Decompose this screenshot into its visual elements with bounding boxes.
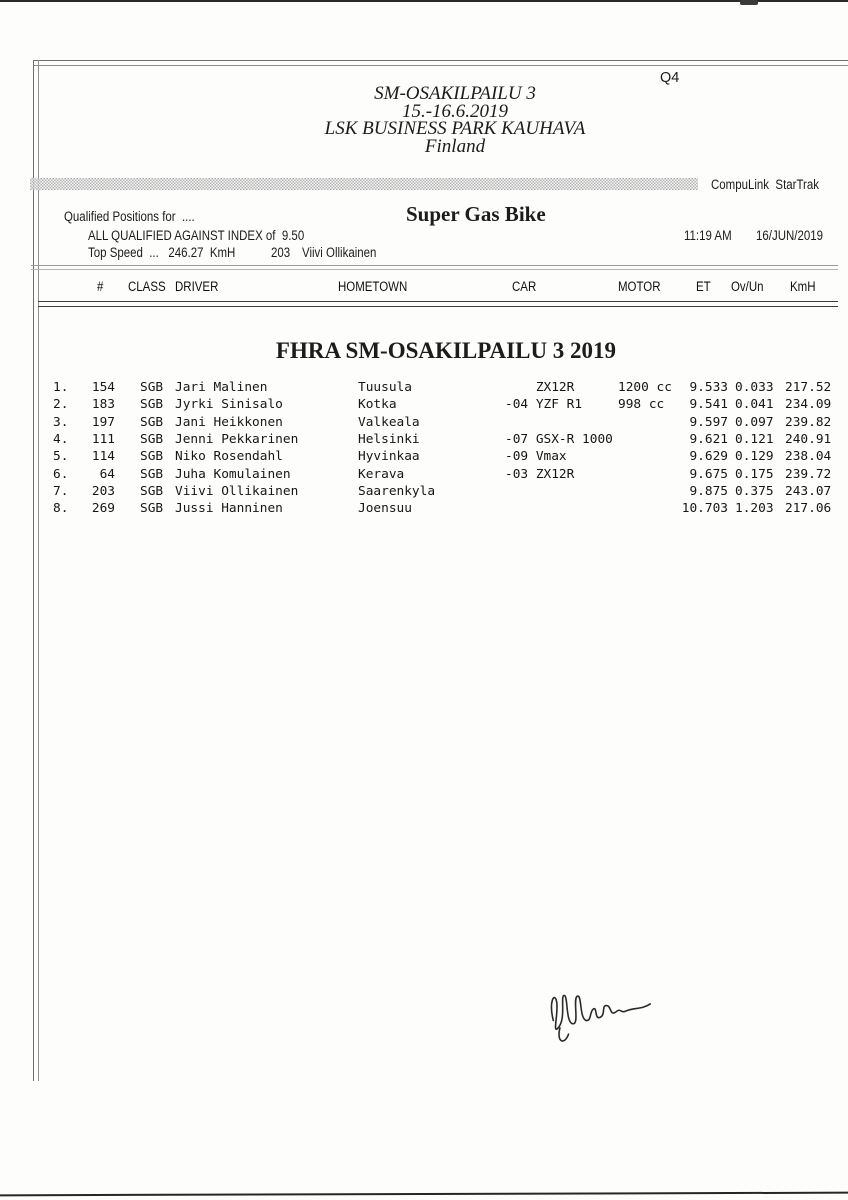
cell-et: 9.541 [689, 397, 728, 413]
result-row [0, 467, 848, 484]
cell-pos: 1. [53, 380, 69, 395]
event-country: Finland [424, 135, 486, 157]
top-speed-driver: Viivi Ollikainen [302, 245, 377, 260]
halftone-separator [30, 178, 698, 190]
cell-cls: SGB [140, 501, 164, 517]
cell-pos: 7. [53, 483, 69, 499]
cell-car: -03 ZX12R [505, 466, 575, 482]
cell-cls: SGB [140, 380, 164, 395]
race-class-title: Super Gas Bike [406, 202, 546, 226]
cell-driver: Jari Malinen [175, 380, 268, 395]
cell-pos: 2. [53, 397, 69, 413]
cell-hometown: Valkeala [358, 414, 420, 430]
cell-et: 9.597 [689, 414, 728, 430]
cell-motor: 998 cc [618, 397, 665, 413]
cell-num: 269 [91, 501, 115, 517]
cell-et: 9.621 [689, 431, 728, 447]
col-header-car: CAR [512, 279, 537, 294]
cell-pos: 6. [53, 466, 69, 482]
handwritten-signature [544, 979, 665, 1051]
cell-num: 111 [91, 431, 115, 447]
cell-pos: 3. [53, 414, 69, 430]
cell-hometown: Saarenkyla [358, 483, 436, 499]
frame-top-rule [33, 60, 848, 66]
result-row [0, 397, 848, 414]
cell-num: 203 [91, 483, 115, 499]
cell-hometown: Kerava [358, 466, 405, 482]
cell-driver: Jani Heikkonen [175, 414, 283, 430]
col-header-et: ET [696, 279, 711, 294]
print-date: 16/JUN/2019 [756, 228, 823, 243]
event-venue: LSK BUSINESS PARK KAUHAVA [324, 118, 586, 139]
cell-driver: Niko Rosendahl [175, 449, 283, 465]
scan-bottom-edge [0, 1192, 848, 1197]
cell-car: -07 GSX-R 1000 [505, 431, 613, 447]
cell-num: 64 [99, 466, 115, 482]
cell-driver: Viivi Ollikainen [175, 483, 299, 499]
col-header-position: # [97, 279, 104, 294]
event-title: SM-OSAKILPAILU 3 [374, 83, 536, 104]
print-time: 11:19 AM [684, 228, 732, 243]
cell-driver: Jussi Hanninen [175, 501, 283, 517]
event-masthead [60, 85, 848, 155]
cell-hometown: Joensuu [358, 501, 412, 517]
col-header-class: CLASS [128, 279, 166, 294]
qualifying-index-line: ALL QUALIFIED AGAINST INDEX of 9.50 [88, 228, 305, 243]
cell-pos: 4. [53, 431, 69, 447]
cell-car: -04 YZF R1 [505, 397, 583, 413]
page-code: Q4 [660, 70, 680, 86]
cell-car: ZX12R [505, 380, 575, 395]
header-bottom-rule [38, 301, 838, 307]
col-header-driver: DRIVER [175, 279, 219, 294]
cell-ovun: 0.033 [735, 380, 774, 395]
cell-ovun: 0.097 [735, 414, 774, 430]
frame-left-rule [33, 60, 39, 1081]
cell-num: 154 [91, 380, 115, 395]
cell-et: 10.703 [681, 501, 728, 517]
cell-ovun: 1.203 [735, 501, 774, 517]
cell-driver: Jyrki Sinisalo [175, 397, 283, 413]
col-header-ovun: Ov/Un [731, 279, 764, 294]
cell-ovun: 0.129 [735, 449, 774, 465]
cell-cls: SGB [140, 431, 164, 447]
cell-cls: SGB [140, 414, 164, 430]
cell-hometown: Helsinki [358, 431, 420, 447]
cell-cls: SGB [140, 466, 164, 482]
result-row [0, 449, 848, 466]
cell-kmh: 234.09 [785, 397, 832, 413]
scan-smudge [740, 0, 758, 5]
scan-top-edge [0, 0, 848, 2]
result-row [0, 432, 848, 449]
col-header-kmh: KmH [790, 279, 816, 294]
results-section-title: FHRA SM-OSAKILPAILU 3 2019 [275, 338, 617, 363]
result-row [0, 484, 848, 501]
cell-ovun: 0.041 [735, 397, 774, 413]
top-speed-bike-number: 203 [271, 245, 291, 260]
cell-num: 114 [91, 449, 115, 465]
cell-kmh: 217.52 [785, 380, 832, 395]
cell-ovun: 0.375 [735, 483, 774, 499]
cell-et: 9.875 [689, 483, 728, 499]
top-speed-label: Top Speed ... 246.27 KmH [88, 245, 236, 260]
cell-motor: 1200 cc [618, 380, 672, 395]
cell-ovun: 0.175 [735, 466, 774, 482]
cell-num: 183 [91, 397, 115, 413]
cell-cls: SGB [140, 449, 164, 465]
qualified-positions-label: Qualified Positions for .... [64, 209, 195, 224]
cell-kmh: 217.06 [785, 501, 832, 517]
cell-kmh: 239.82 [785, 414, 832, 430]
cell-pos: 8. [53, 501, 69, 517]
cell-hometown: Tuusula [358, 380, 412, 395]
event-dates: 15.-16.6.2019 [401, 100, 509, 122]
col-header-hometown: HOMETOWN [338, 279, 408, 294]
result-row [0, 415, 848, 432]
cell-kmh: 239.72 [785, 466, 832, 482]
cell-kmh: 243.07 [785, 483, 832, 499]
cell-hometown: Hyvinkaa [358, 449, 420, 465]
col-header-motor: MOTOR [618, 279, 661, 294]
cell-cls: SGB [140, 397, 164, 413]
header-top-rule [31, 265, 838, 270]
cell-kmh: 240.91 [785, 431, 832, 447]
cell-cls: SGB [140, 483, 164, 499]
cell-pos: 5. [53, 449, 69, 465]
cell-car: -09 Vmax [505, 449, 567, 465]
cell-driver: Juha Komulainen [175, 466, 291, 482]
cell-ovun: 0.121 [735, 431, 774, 447]
cell-kmh: 238.04 [785, 449, 832, 465]
cell-hometown: Kotka [358, 397, 397, 413]
result-row [0, 380, 848, 397]
timing-system-brand: CompuLink StarTrak [711, 177, 819, 192]
cell-et: 9.629 [689, 449, 728, 465]
cell-et: 9.675 [689, 466, 728, 482]
cell-driver: Jenni Pekkarinen [175, 431, 299, 447]
result-row [0, 501, 848, 518]
cell-num: 197 [91, 414, 115, 430]
cell-et: 9.533 [689, 380, 728, 395]
